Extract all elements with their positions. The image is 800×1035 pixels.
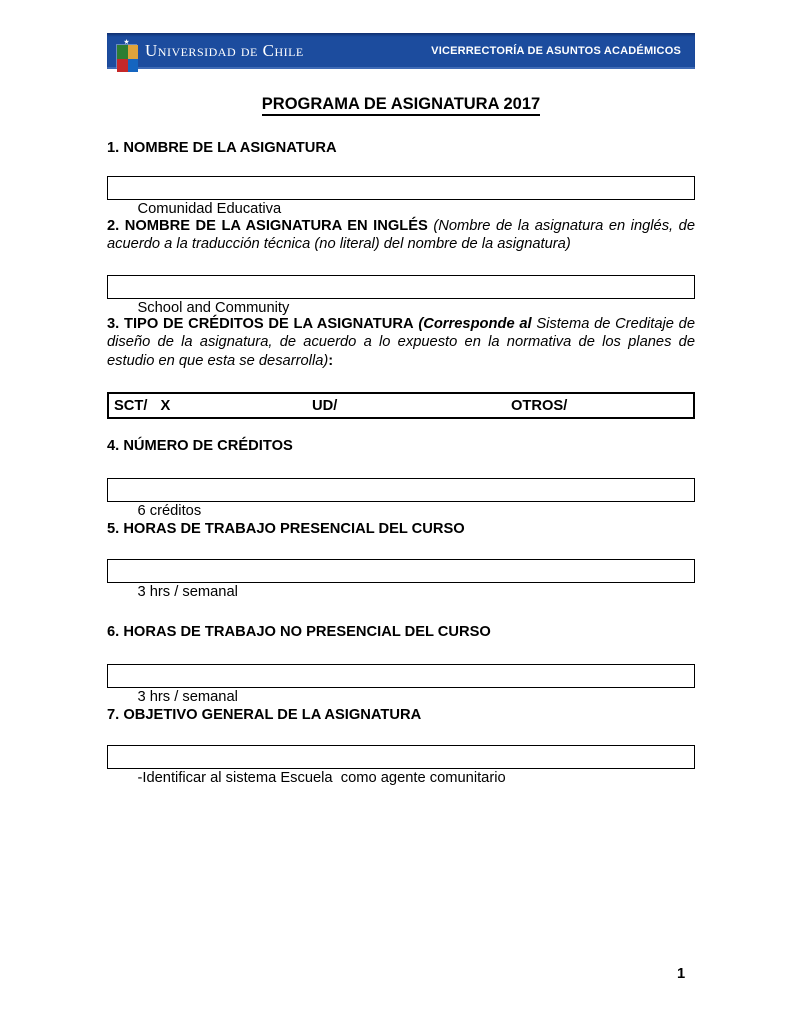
section-4-value-field[interactable] <box>107 478 695 519</box>
section-5-heading: 5. HORAS DE TRABAJO PRESENCIAL DEL CURSO <box>107 520 465 537</box>
course-name-english-value: School and Community <box>137 299 290 316</box>
section-1-heading: 1. NOMBRE DE LA ASIGNATURA <box>107 140 337 156</box>
sct-label: SCT/ <box>114 397 148 414</box>
credits-number-value: 6 créditos <box>137 502 202 519</box>
otros-label: OTROS/ <box>511 397 568 414</box>
non-presential-hours-value: 3 hrs / semanal <box>137 688 238 705</box>
star-icon <box>116 35 137 44</box>
section-6-value-field[interactable] <box>107 664 695 705</box>
credit-field-sct[interactable] <box>114 398 312 414</box>
course-name-value: Comunidad Educativa <box>137 200 282 217</box>
presential-hours-value: 3 hrs / semanal <box>137 584 238 601</box>
section-4-heading: 4. NÚMERO DE CRÉDITOS <box>107 438 293 455</box>
ud-label: UD/ <box>312 397 338 414</box>
credit-field-ud[interactable] <box>312 398 511 414</box>
section-5-value-field[interactable] <box>107 559 695 601</box>
section-3-heading: 3. TIPO DE CRÉDITOS DE LA ASIGNATURA (Corresponde al Sistema de Creditaje de diseño de la asignatura, de acuerdo a lo expuesto en la normativa de los planes de estudio en que esta se desarrolla): <box>107 315 695 369</box>
section-2-heading: 2. NOMBRE DE LA ASIGNATURA EN INGLÉS (Nombre de la asignatura en inglés, de acuerdo a la traducción técnica (no literal) del nombre de la asignatura) <box>107 217 695 253</box>
university-header-bar <box>107 33 695 69</box>
university-wordmark: Universidad de Chile <box>145 41 304 60</box>
credit-type-table <box>107 392 695 419</box>
page-number: 1 <box>677 966 686 982</box>
general-objective-value: -Identificar al sistema Escuela como agente comunitario <box>137 770 506 787</box>
section-6-heading: 6. HORAS DE TRABAJO NO PRESENCIAL DEL CURSO <box>107 624 491 641</box>
division-title: VICERRECTORÍA DE ASUNTOS ACADÉMICOS <box>431 45 681 57</box>
document-title: PROGRAMA DE ASIGNATURA 2017 <box>107 95 695 114</box>
section-7-value-field[interactable] <box>107 745 695 787</box>
section-7-heading: 7. OBJETIVO GENERAL DE LA ASIGNATURA <box>107 706 422 723</box>
universidad-de-chile-crest-logo <box>116 35 137 73</box>
credit-field-otros[interactable] <box>511 398 580 414</box>
sct-value: X <box>160 397 171 414</box>
shield-icon <box>116 44 137 71</box>
section-1-value-field[interactable] <box>107 176 695 217</box>
section-2-value-field[interactable] <box>107 275 695 316</box>
